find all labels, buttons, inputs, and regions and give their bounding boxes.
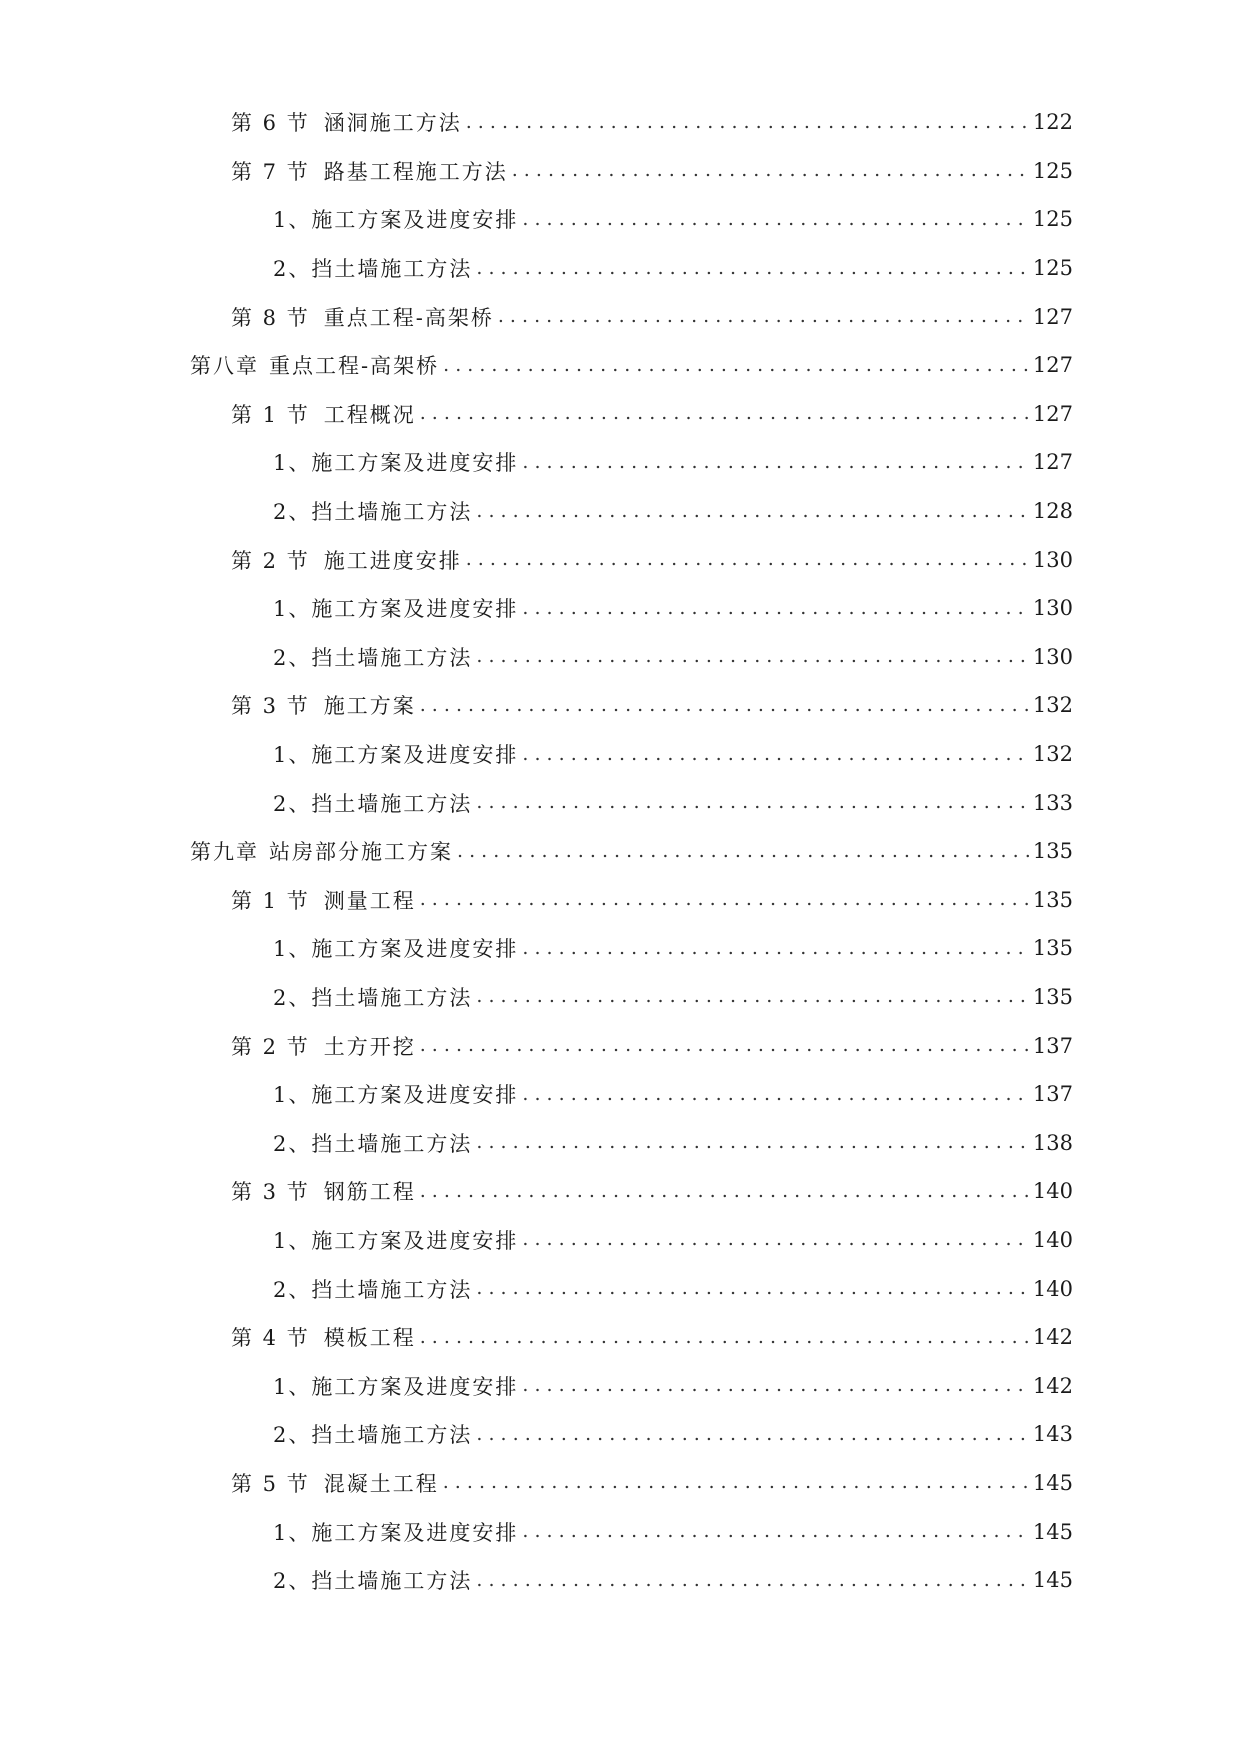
toc-dot-leader: [522, 939, 1030, 958]
toc-page-number: 127: [1032, 401, 1073, 426]
toc-dot-leader: [522, 1230, 1030, 1249]
toc-dot-leader: [420, 890, 1030, 909]
toc-entry-title: 路基工程施工方法: [323, 159, 508, 184]
toc-entry-number: 第 7 节: [231, 159, 310, 184]
toc-page-number: 137: [1032, 1033, 1073, 1058]
toc-entry-number: 第 3 节: [231, 694, 310, 719]
toc-chapter-entry[interactable]: [0, 341, 1241, 390]
toc-entry-title: 挡土墙施工方法: [311, 1131, 473, 1156]
toc-subsection-entry[interactable]: [0, 438, 1241, 487]
toc-entry-number: 1、: [273, 1228, 312, 1253]
toc-entry-title: 施工方案及进度安排: [311, 937, 519, 962]
toc-dot-leader: [522, 1376, 1030, 1395]
toc-entry-number: 第 2 节: [231, 1034, 310, 1059]
toc-entry-number: 1、: [273, 451, 312, 476]
toc-entry-number: 第八章: [190, 354, 259, 379]
toc-entry-title: 施工方案及进度安排: [311, 208, 519, 233]
toc-entry-number: 第 6 节: [231, 111, 310, 136]
toc-entry-number: 1、: [273, 743, 312, 768]
toc-subsection-entry[interactable]: [0, 195, 1241, 244]
toc-dot-leader: [476, 647, 1030, 666]
toc-dot-leader: [512, 161, 1030, 180]
toc-subsection-entry[interactable]: [0, 244, 1241, 293]
toc-page-number: 140: [1032, 1276, 1073, 1301]
toc-page-number: 135: [1032, 839, 1073, 864]
toc-entry-title: 测量工程: [323, 888, 416, 913]
toc-entry-number: 1、: [273, 1520, 312, 1545]
toc-entry-title: 施工方案及进度安排: [311, 1374, 519, 1399]
toc-subsection-entry[interactable]: [0, 584, 1241, 633]
toc-entry-number: 1、: [273, 937, 312, 962]
toc-entry-number: 第九章: [190, 840, 259, 865]
toc-dot-leader: [420, 1036, 1030, 1055]
toc-entry-number: 1、: [273, 597, 312, 622]
toc-page-number: 130: [1032, 644, 1073, 669]
toc-page-number: 132: [1032, 742, 1073, 767]
toc-entry-title: 重点工程-高架桥: [323, 305, 494, 330]
toc-subsection-entry[interactable]: [0, 1216, 1241, 1265]
toc-page-number: 145: [1032, 1519, 1073, 1544]
toc-entry-title: 混凝土工程: [323, 1471, 439, 1496]
toc-section-entry[interactable]: [0, 390, 1241, 439]
toc-page-number: 145: [1032, 1568, 1073, 1593]
toc-subsection-entry[interactable]: [0, 1410, 1241, 1459]
toc-subsection-entry[interactable]: [0, 1556, 1241, 1605]
toc-entry-title: 施工方案及进度安排: [311, 597, 519, 622]
toc-entry-number: 2、: [273, 1131, 312, 1156]
toc-entry-title: 挡土墙施工方法: [311, 1277, 473, 1302]
toc-entry-number: 2、: [273, 257, 312, 282]
toc-entry-number: 2、: [273, 985, 312, 1010]
toc-entry-title: 钢筋工程: [323, 1180, 416, 1205]
toc-page-number: 125: [1032, 256, 1073, 281]
toc-entry-number: 2、: [273, 645, 312, 670]
toc-entry-number: 2、: [273, 1423, 312, 1448]
toc-dot-leader: [443, 1473, 1030, 1492]
toc-page-number: 127: [1032, 353, 1073, 378]
toc-entry-title: 施工方案及进度安排: [311, 1228, 519, 1253]
toc-section-entry[interactable]: [0, 681, 1241, 730]
toc-dot-leader: [466, 113, 1030, 132]
toc-subsection-entry[interactable]: [0, 778, 1241, 827]
table-of-contents: [0, 98, 1241, 1604]
toc-page-number: 140: [1032, 1227, 1073, 1252]
toc-entry-title: 挡土墙施工方法: [311, 500, 473, 525]
toc-section-entry[interactable]: [0, 98, 1241, 147]
toc-chapter-entry[interactable]: [0, 827, 1241, 876]
toc-entry-title: 施工进度安排: [323, 548, 462, 573]
toc-page-number: 132: [1032, 693, 1073, 718]
toc-entry-title: 施工方案: [323, 694, 416, 719]
toc-page-number: 142: [1032, 1325, 1073, 1350]
toc-entry-number: 第 8 节: [231, 305, 310, 330]
toc-dot-leader: [443, 356, 1030, 375]
toc-entry-title: 挡土墙施工方法: [311, 985, 473, 1010]
toc-page-number: 143: [1032, 1422, 1073, 1447]
toc-entry-title: 挡土墙施工方法: [311, 645, 473, 670]
toc-entry-title: 模板工程: [323, 1326, 416, 1351]
toc-dot-leader: [522, 745, 1030, 764]
toc-dot-leader: [457, 842, 1030, 861]
toc-page-number: 138: [1032, 1130, 1073, 1155]
toc-entry-number: 第 5 节: [231, 1471, 310, 1496]
toc-entry-number: 2、: [273, 1277, 312, 1302]
toc-entry-title: 重点工程-高架桥: [269, 354, 440, 379]
toc-subsection-entry[interactable]: [0, 633, 1241, 682]
toc-page-number: 137: [1032, 1082, 1073, 1107]
toc-page-number: 135: [1032, 984, 1073, 1009]
toc-dot-leader: [476, 259, 1030, 278]
toc-page-number: 142: [1032, 1373, 1073, 1398]
toc-dot-leader: [498, 307, 1030, 326]
toc-page-number: 125: [1032, 158, 1073, 183]
toc-entry-number: 第 4 节: [231, 1326, 310, 1351]
toc-subsection-entry[interactable]: [0, 730, 1241, 779]
toc-entry-number: 第 1 节: [231, 888, 310, 913]
toc-dot-leader: [420, 404, 1030, 423]
toc-subsection-entry[interactable]: [0, 1264, 1241, 1313]
toc-page-number: 128: [1032, 499, 1073, 524]
toc-subsection-entry[interactable]: [0, 973, 1241, 1022]
toc-entry-title: 挡土墙施工方法: [311, 1569, 473, 1594]
toc-entry-number: 1、: [273, 208, 312, 233]
toc-entry-title: 站房部分施工方案: [269, 840, 453, 865]
toc-entry-title: 涵洞施工方法: [323, 111, 462, 136]
toc-entry-title: 工程概况: [323, 402, 416, 427]
toc-section-entry[interactable]: [0, 1459, 1241, 1508]
toc-section-entry[interactable]: [0, 147, 1241, 196]
toc-entry-number: 1、: [273, 1374, 312, 1399]
toc-entry-title: 挡土墙施工方法: [311, 791, 473, 816]
toc-section-entry[interactable]: [0, 1313, 1241, 1362]
toc-entry-number: 2、: [273, 1569, 312, 1594]
toc-page-number: 133: [1032, 790, 1073, 815]
toc-entry-number: 2、: [273, 791, 312, 816]
toc-entry-number: 第 2 节: [231, 548, 310, 573]
toc-section-entry[interactable]: [0, 535, 1241, 584]
toc-subsection-entry[interactable]: [0, 1361, 1241, 1410]
toc-subsection-entry[interactable]: [0, 1118, 1241, 1167]
toc-entry-title: 施工方案及进度安排: [311, 451, 519, 476]
toc-entry-title: 施工方案及进度安排: [311, 1083, 519, 1108]
toc-entry-title: 施工方案及进度安排: [311, 1520, 519, 1545]
toc-page-number: 135: [1032, 936, 1073, 961]
toc-entry-number: 第 1 节: [231, 402, 310, 427]
toc-page-number: 140: [1032, 1179, 1073, 1204]
toc-dot-leader: [476, 1133, 1030, 1152]
toc-entry-title: 土方开挖: [323, 1034, 416, 1059]
toc-page-number: 125: [1032, 207, 1073, 232]
toc-dot-leader: [466, 550, 1030, 569]
toc-page-number: 122: [1032, 110, 1073, 135]
toc-entry-number: 2、: [273, 500, 312, 525]
toc-page-number: 135: [1032, 887, 1073, 912]
toc-dot-leader: [476, 1571, 1030, 1590]
toc-subsection-entry[interactable]: [0, 1070, 1241, 1119]
toc-subsection-entry[interactable]: [0, 1507, 1241, 1556]
toc-section-entry[interactable]: [0, 292, 1241, 341]
toc-dot-leader: [476, 502, 1030, 521]
toc-dot-leader: [522, 599, 1030, 618]
toc-dot-leader: [476, 987, 1030, 1006]
toc-dot-leader: [476, 1425, 1030, 1444]
toc-dot-leader: [476, 793, 1030, 812]
toc-subsection-entry[interactable]: [0, 924, 1241, 973]
toc-dot-leader: [420, 1328, 1030, 1347]
toc-dot-leader: [522, 453, 1030, 472]
toc-dot-leader: [522, 210, 1030, 229]
toc-page-number: 145: [1032, 1470, 1073, 1495]
toc-entry-number: 第 3 节: [231, 1180, 310, 1205]
toc-section-entry[interactable]: [0, 1021, 1241, 1070]
toc-subsection-entry[interactable]: [0, 487, 1241, 536]
toc-dot-leader: [476, 1279, 1030, 1298]
toc-page-number: 130: [1032, 596, 1073, 621]
toc-page-number: 130: [1032, 547, 1073, 572]
toc-dot-leader: [420, 696, 1030, 715]
toc-dot-leader: [522, 1085, 1030, 1104]
toc-page-number: 127: [1032, 304, 1073, 329]
toc-section-entry[interactable]: [0, 876, 1241, 925]
toc-dot-leader: [420, 1182, 1030, 1201]
toc-entry-title: 施工方案及进度安排: [311, 743, 519, 768]
toc-page-number: 127: [1032, 450, 1073, 475]
toc-entry-title: 挡土墙施工方法: [311, 257, 473, 282]
toc-dot-leader: [522, 1522, 1030, 1541]
toc-entry-number: 1、: [273, 1083, 312, 1108]
toc-section-entry[interactable]: [0, 1167, 1241, 1216]
toc-entry-title: 挡土墙施工方法: [311, 1423, 473, 1448]
